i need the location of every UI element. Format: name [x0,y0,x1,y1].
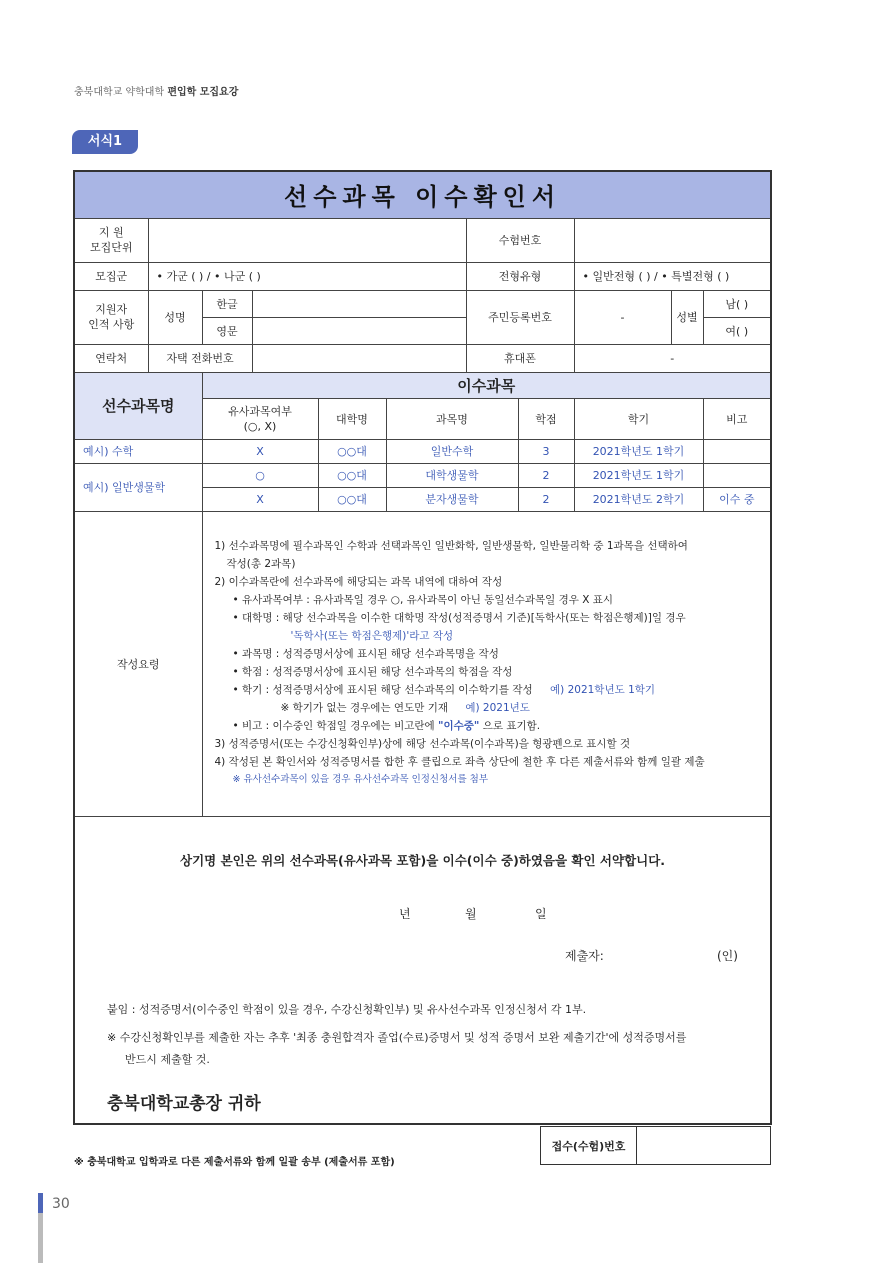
resident-id-field[interactable]: - [574,290,671,344]
mobile-label: 휴대폰 [466,344,574,372]
guide-label: 작성요령 [74,511,202,816]
contact-label: 연락처 [74,344,148,372]
date-day: 일 [535,906,547,921]
guide-line: 1) 선수과목명에 필수과목인 수학과 선택과목인 일반화학, 일반생물학, 일반물리학 중 1과목을 선택하여 [214,539,688,552]
pledge-section [74,816,771,1124]
submitter-field[interactable] [613,945,713,963]
submitter-label: 제출자: [565,948,604,963]
row-note[interactable]: 이수 중 [703,487,771,511]
group-label: 모집군 [74,262,148,290]
running-header [74,83,238,98]
form-number-tab: 서식1 [72,130,138,154]
unit-label: 지 원 모집단위 [74,218,148,262]
row-note[interactable] [703,439,771,463]
guide-line: • 과목명 : 성적증명서상에 표시된 해당 선수과목명을 작성 [232,647,499,660]
col-subject: 과목명 [386,398,518,439]
guide-line: • 대학명 : 해당 선수과목을 이수한 대학명 작성(성적증명서 기준)[독학사(또는 학점은행제)]일 경우 [232,611,686,624]
row-similar[interactable]: X [202,439,318,463]
guide-line [215,699,761,717]
completed-header: 이수과목 [202,372,771,398]
guide-line [215,681,761,699]
header-bold: 편입학 모집요강 [167,87,239,98]
row-credit[interactable]: 2 [518,463,574,487]
header-prefix: 충북대학교 약학대학 [74,87,165,98]
home-phone-label: 자택 전화번호 [148,344,252,372]
row-credit[interactable]: 3 [518,439,574,463]
name-label: 성명 [148,290,202,344]
prereq-header: 선수과목명 [74,372,202,439]
admission-type-label: 전형유형 [466,262,574,290]
exam-number-label: 수험번호 [466,218,574,262]
group-field[interactable]: • 가군 ( ) / • 나군 ( ) [148,262,466,290]
guide-line: • 학점 : 성적증명서상에 표시된 해당 선수과목의 학점을 작성 [232,665,513,678]
recipient: 충북대학교총장 귀하 [107,1093,261,1114]
receipt-field[interactable] [637,1127,771,1165]
col-credit: 학점 [518,398,574,439]
gender-label: 성별 [671,290,703,344]
col-note: 비고 [703,398,771,439]
confirmation-form [73,170,772,1125]
row-subject[interactable]: 일반수학 [386,439,518,463]
col-semester: 학기 [574,398,703,439]
guide-line: 4) 작성된 본 확인서와 성적증명서를 합한 후 클립으로 좌측 상단에 철한 후 다른 제출서류와 함께 일괄 제출 [214,755,705,768]
table-row [74,463,771,487]
guide-line: ※ 유사선수과목이 있을 경우 유사선수과목 인정신청서를 첨부 [232,773,489,785]
guide-line: • 유사과목여부 : 유사과목일 경우 ○, 유사과목이 아닌 동일선수과목일 경우 X 표시 [232,593,614,606]
guide-line [215,717,761,735]
row-similar[interactable]: ○ [202,463,318,487]
guide-semester-example: 예) 2021학년도 1학기 [550,683,656,696]
receipt-label: 접수(수험)번호 [541,1127,637,1165]
guide-line: '독학사(또는 학점은행제)'라고 작성 [290,629,454,642]
submission-note: ※ 수강신청확인부를 제출한 자는 추후 '최종 충원합격자 졸업(수료)증명서 및 성적 증명서 보완 제출기간'에 성적증명서를 [107,1030,687,1044]
english-name-label: 영문 [202,317,252,344]
pledge-statement: 상기명 본인은 위의 선수과목(유사과목 포함)을 이수(이수 중)하였음을 확인 서약합니다. [180,852,666,868]
home-phone-field[interactable] [252,344,466,372]
row-note[interactable] [703,463,771,487]
row-university[interactable]: ○○대 [318,463,386,487]
guide-line: 3) 성적증명서(또는 수강신청확인부)상에 해당 선수과목(이수과목)을 형광펜으로 표시할 것 [214,737,631,750]
row-prereq[interactable]: 예시) 수학 [74,439,202,463]
guide-line: 2) 이수과목란에 선수과목에 해당되는 과목 내역에 대하여 작성 [214,575,503,588]
admission-type-field[interactable]: • 일반전형 ( ) / • 특별전형 ( ) [574,262,771,290]
guide-note-text: • 비고 : 이수중인 학점일 경우에는 비고란에 [232,719,435,732]
guide-note-highlight: "이수중" [438,719,480,732]
row-subject[interactable]: 대학생물학 [386,463,518,487]
guide-year-note: ※ 학기가 없는 경우에는 연도만 기재 [280,701,448,714]
row-prereq[interactable]: 예시) 일반생물학 [74,463,202,511]
date-month: 월 [465,906,477,921]
row-semester[interactable]: 2021학년도 1학기 [574,439,703,463]
page-number: 30 [52,1196,70,1212]
attachment-note: 붙임 : 성적증명서(이수중인 학점이 있을 경우, 수강신청확인부) 및 유사선수과목 인정신청서 각 1부. [107,1002,587,1016]
row-semester[interactable]: 2021학년도 1학기 [574,463,703,487]
submission-note-cont: 반드시 제출할 것. [125,1052,210,1066]
resident-id-label: 주민등록번호 [466,290,574,344]
row-semester[interactable]: 2021학년도 2학기 [574,487,703,511]
row-university[interactable]: ○○대 [318,487,386,511]
row-credit[interactable]: 2 [518,487,574,511]
table-row [74,439,771,463]
date-year: 년 [399,906,411,921]
guide-year-example: 예) 2021년도 [465,701,530,714]
receipt-box [540,1126,771,1165]
unit-field[interactable] [148,218,466,262]
row-university[interactable]: ○○대 [318,439,386,463]
gender-male-field[interactable]: 남( ) [703,290,771,317]
guide-note-tail: 으로 표기함. [482,719,541,732]
row-subject[interactable]: 분자생물학 [386,487,518,511]
mobile-field[interactable]: - [574,344,771,372]
guide-semester-text: • 학기 : 성적증명서상에 표시된 해당 선수과목의 이수학기를 작성 [232,683,533,696]
page-side-accent [38,1193,43,1213]
seal-mark: (인) [717,948,738,963]
exam-number-field[interactable] [574,218,771,262]
footer-note: ※ 충북대학교 입학과로 다른 제출서류와 함께 일괄 송부 (제출서류 포함) [74,1157,395,1168]
writing-guide [202,511,771,816]
gender-female-field[interactable]: 여( ) [703,317,771,344]
korean-name-label: 한글 [202,290,252,317]
col-university: 대학명 [318,398,386,439]
korean-name-field[interactable] [252,290,466,317]
col-similar: 유사과목여부 (○, X) [202,398,318,439]
form-title: 선수과목 이수확인서 [74,171,771,218]
row-similar[interactable]: X [202,487,318,511]
personal-info-label: 지원자 인적 사항 [74,290,148,344]
english-name-field[interactable] [252,317,466,344]
guide-line: 작성(총 2과목) [226,557,296,570]
